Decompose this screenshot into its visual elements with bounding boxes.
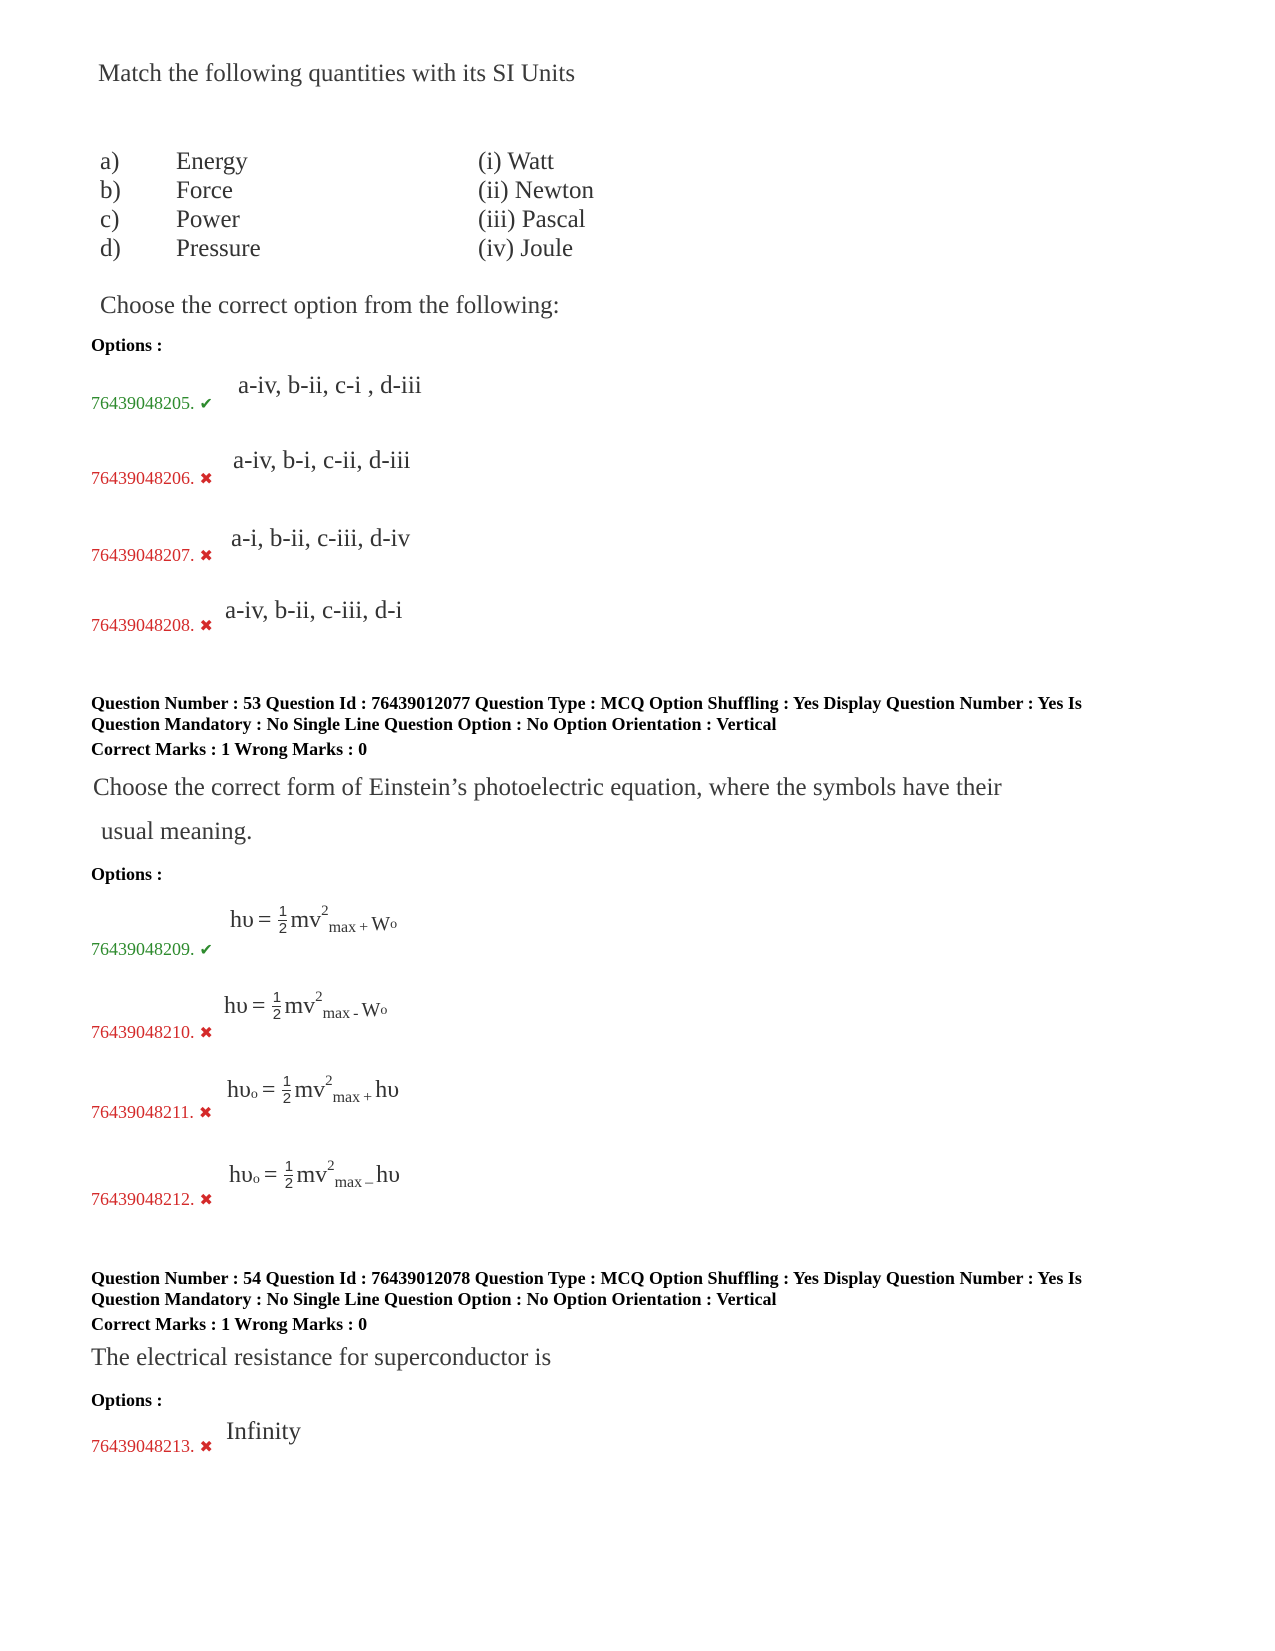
eq-lhs: hυ	[224, 993, 248, 1019]
option-item[interactable]	[91, 1189, 213, 1210]
option-item[interactable]	[91, 1022, 213, 1043]
frac-num: 1	[272, 989, 282, 1006]
right-unit: (ii) Newton	[478, 177, 594, 204]
eq-mv: mv	[294, 1077, 326, 1103]
frac-num: 1	[278, 903, 288, 920]
q53-meta-line2: Question Mandatory : No Single Line Question Option : No Option Orientation : Vertical	[91, 714, 777, 734]
cross-icon: ✖	[199, 1192, 213, 1209]
option-id: 76439048207.	[91, 545, 195, 565]
option-item[interactable]	[91, 615, 213, 636]
check-icon: ✔	[199, 396, 213, 413]
eq-sub: max	[332, 1088, 361, 1106]
eq-rhs-sub: o	[390, 916, 398, 932]
frac-num: 1	[284, 1158, 294, 1175]
q54-prompt: The electrical resistance for superconductor is	[91, 1344, 552, 1371]
eq-equals: =	[263, 1162, 278, 1188]
option-id: 76439048210.	[91, 1022, 195, 1042]
cross-icon: ✖	[199, 618, 213, 635]
q52-instruction: Choose the correct option from the following:	[100, 292, 560, 319]
option-id: 76439048213.	[91, 1436, 195, 1456]
eq-sub: max	[334, 1173, 363, 1191]
equation	[230, 904, 397, 937]
eq-op: +	[359, 918, 369, 936]
equation	[227, 1074, 399, 1107]
eq-equals: =	[261, 1077, 276, 1103]
eq-sub: max	[328, 918, 357, 936]
option-item[interactable]	[91, 468, 213, 489]
eq-op: +	[363, 1088, 373, 1106]
eq-mv: mv	[296, 1162, 328, 1188]
q52-prompt: Match the following quantities with its SI Units	[98, 60, 576, 87]
right-unit: (iv) Joule	[478, 235, 574, 262]
fraction	[282, 1074, 291, 1107]
option-item[interactable]	[91, 1102, 212, 1123]
eq-lhs: hυ	[229, 1162, 253, 1188]
option-id: 76439048208.	[91, 615, 195, 635]
option-id: 76439048205.	[91, 393, 195, 413]
option-id: 76439048206.	[91, 468, 195, 488]
option-id: 76439048212.	[91, 1189, 195, 1209]
eq-rhs: hυ	[375, 1077, 400, 1103]
eq-mv: mv	[284, 993, 316, 1019]
left-letter: c)	[100, 206, 120, 233]
option-text: Infinity	[226, 1418, 301, 1445]
eq-lhs: hυ	[230, 907, 254, 933]
left-quantity: Power	[176, 206, 240, 233]
frac-den: 2	[282, 1090, 292, 1107]
left-letter: d)	[100, 235, 121, 262]
option-id: 76439048209.	[91, 939, 195, 959]
cross-icon: ✖	[199, 1439, 213, 1456]
q53-marks: Correct Marks : 1 Wrong Marks : 0	[91, 739, 368, 759]
cross-icon: ✖	[198, 1105, 213, 1122]
q53-meta-line1: Question Number : 53 Question Id : 76439012077 Question Type : MCQ Option Shuffling : Yes Display Question Number : Yes Is	[91, 693, 1082, 713]
q54-meta-line2: Question Mandatory : No Single Line Question Option : No Option Orientation : Vertical	[91, 1289, 777, 1309]
eq-mv: mv	[290, 907, 322, 933]
q53-prompt-line2: usual meaning.	[101, 818, 253, 845]
eq-op: –	[365, 1173, 374, 1191]
equation	[229, 1159, 400, 1192]
option-item[interactable]	[91, 1436, 213, 1457]
eq-lhs-sub: o	[252, 1171, 260, 1187]
option-id: 76439048211.	[91, 1102, 194, 1122]
option-item[interactable]	[91, 939, 213, 960]
eq-rhs: W	[371, 913, 391, 935]
left-letter: b)	[100, 177, 121, 204]
options-label: Options :	[91, 864, 163, 884]
check-icon: ✔	[199, 942, 213, 959]
cross-icon: ✖	[199, 1025, 213, 1042]
eq-exp: 2	[325, 1073, 333, 1089]
eq-exp: 2	[327, 1158, 335, 1174]
q53-prompt-line1: Choose the correct form of Einstein’s photoelectric equation, where the symbols have their	[93, 774, 1002, 801]
eq-op: -	[353, 1004, 359, 1022]
eq-exp: 2	[321, 903, 329, 919]
option-text: a-i, b-ii, c-iii, d-iv	[231, 525, 411, 552]
eq-rhs-sub: o	[380, 1002, 388, 1018]
q54-meta-line1: Question Number : 54 Question Id : 76439012078 Question Type : MCQ Option Shuffling : Yes Display Question Number : Yes Is	[91, 1268, 1082, 1288]
fraction	[284, 1159, 293, 1192]
fraction	[278, 904, 287, 937]
option-item[interactable]	[91, 393, 213, 414]
left-quantity: Pressure	[176, 235, 261, 262]
cross-icon: ✖	[199, 471, 213, 488]
equation	[224, 990, 387, 1023]
left-letter: a)	[100, 148, 120, 175]
right-unit: (iii) Pascal	[478, 206, 586, 233]
frac-den: 2	[272, 1006, 282, 1023]
option-text: a-iv, b-ii, c-i , d-iii	[238, 372, 422, 399]
eq-rhs: W	[361, 999, 381, 1021]
option-item[interactable]	[91, 545, 213, 566]
left-quantity: Force	[176, 177, 233, 204]
options-label: Options :	[91, 335, 163, 355]
right-unit: (i) Watt	[478, 148, 554, 175]
option-text: a-iv, b-i, c-ii, d-iii	[233, 447, 411, 474]
cross-icon: ✖	[199, 548, 213, 565]
left-quantity: Energy	[176, 148, 248, 175]
eq-lhs: hυ	[227, 1077, 251, 1103]
options-label: Options :	[91, 1390, 163, 1410]
eq-equals: =	[257, 907, 272, 933]
eq-equals: =	[251, 993, 266, 1019]
eq-sub: max	[322, 1004, 351, 1022]
eq-exp: 2	[315, 989, 323, 1005]
option-text: a-iv, b-ii, c-iii, d-i	[225, 597, 403, 624]
q54-marks: Correct Marks : 1 Wrong Marks : 0	[91, 1314, 368, 1334]
eq-lhs-sub: o	[250, 1086, 258, 1102]
fraction	[272, 990, 281, 1023]
frac-num: 1	[282, 1073, 292, 1090]
frac-den: 2	[278, 920, 288, 937]
frac-den: 2	[284, 1175, 294, 1192]
eq-rhs: hυ	[376, 1162, 401, 1188]
